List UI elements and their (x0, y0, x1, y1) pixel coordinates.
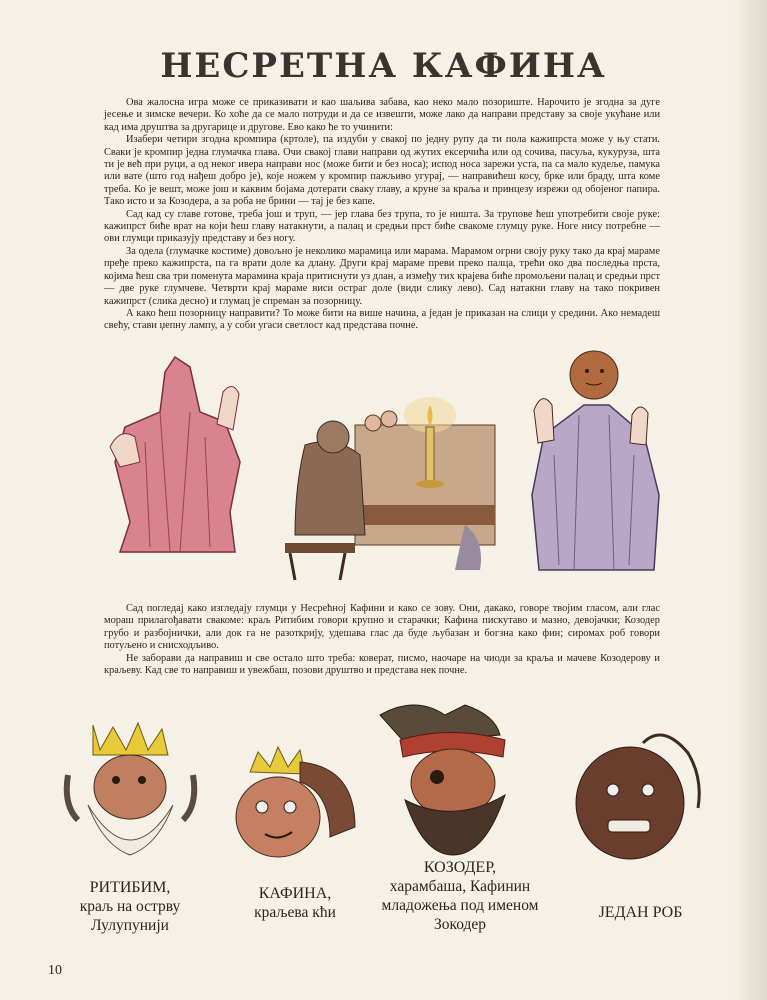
intro-paragraph: Сад кад су главе готове, треба још и труп, — јер глава без трупа, то је ништа. За трупове ћеш употребити своје руке: кажипрст биће врат на који ћеш главу натакнути, а палац и средњи прст биће свакоме глумцу руке. Ноге нису потребне — ови глумци приказују представу и без ногу. (104, 208, 660, 245)
king-ritibim-puppet (58, 705, 203, 870)
character-description: краљ на острву Лулупунији (79, 898, 181, 934)
caption-kozoder (380, 858, 540, 934)
mid-paragraph: Не заборави да направиш и све остало што треба: коверат, писмо, наочаре на чиоди за краља и мачеве Козодерову и краљеву. Кад све то направиш и увежбаш, позови друштво и представа нек почне. (104, 652, 660, 677)
kafina-puppet (220, 742, 365, 867)
character-name: КОЗОДЕР, (423, 859, 497, 876)
intro-paragraph: А како ћеш позорницу направити? То може бити на више начина, а један је приказан на слици у средини. Ако немадеш свећу, стави џепну лампу, а у соби угаси светлост кад представа почне. (104, 307, 660, 332)
character-description: краљева кћи (254, 904, 336, 921)
page-number: 10 (48, 963, 62, 978)
intro-paragraph: Ова жалосна игра може се приказивати и као шаљива забава, као неко мало позориште. Нарочито је згодна за дуге јесење и зимске вечери. Ко хоће да се мало потруди и да се извешти, може лако да направи представу за своје укућане или кад има друштва за другарице и другове. Ево како ће то учинити: (104, 97, 660, 133)
page-title: НЕСРЕТНА КАФИНА (160, 46, 607, 86)
caption-ritibim (60, 878, 200, 935)
character-name: ЈЕДАН РОБ (598, 904, 683, 921)
mid-paragraph: Сад погледај како изгледају глумци у Несрећној Кафини и како се зову. Они, дакако, говоре твојим гласом, али глас мораш прилагођавати свакоме: краљ Ритибим говори крупно и старачки; Кафина пискутаво и мазно, девојачки; Козодер грубо и разбојнички, али док га не разоткрију, удешава глас да буде љубазан и богзна како фин; сиромах роб говори потуљено и снисходљиво. (104, 603, 660, 652)
character-description: харамбаша, Кафинин младожења под именом Зокодер (381, 878, 539, 933)
character-name: КАФИНА, (258, 885, 332, 902)
intro-paragraph: Изабери четири згодна кромпира (кртоле), па издуби у свакој по једну рупу да ти пола кажипрста може у њу стати. Сваки је кромпир једна глумачка глава. Очи свакој глави направи од жутих ексерчића или од сочива, пасуља, кукуруза, шта ти је већ при руци, а од неког ивера направи нос (може бити и без носа); испод носа зарежи уста, па са мало кудеље, памука или вате (што год нађеш добро је), које ножем у кромпир пажљиво угурај, — направићеш косу, брке или браду, шта коме треба. Ко је вешт, може још и каквим бојама дотерати сваку главу, а круне за краља и принцезу изрежи од обојеног папира. Тако исто и за Козодера, а за роба не брини — тај је без капе. (104, 134, 660, 208)
caption-kafina (225, 884, 365, 922)
pink-cloth-hand-illustration (105, 352, 250, 557)
character-name: РИТИБИМ, (89, 879, 171, 896)
intro-paragraph: За одела (глумачке костиме) довољно је неколико марамица или марама. Марамом огрни своју руку тако да крај мараме пређе преко кажипрста, па га врати доле ка длану. Други крај мараме преви преко палца, трећи око два последња прста, којима ћеш сва три поменута марамина краја притиснути уз длан, а између тих крајева биће промољени палац и средњи прст — две руке глумчеве. Четврти крај мараме виси остраг доле (види слику лево). Сад натакни главу на тако покривен кажипрст (слика десно) и глумац је спреман за позорницу. (104, 245, 660, 307)
kozoder-puppet (375, 695, 535, 860)
caption-slave (568, 903, 713, 922)
slave-puppet (568, 728, 713, 868)
page-edge-shadow (733, 0, 767, 1000)
characters-intro-text (104, 603, 660, 677)
puppet-stage-illustration (265, 385, 505, 585)
finished-puppet-illustration (524, 345, 664, 575)
intro-text (104, 97, 660, 333)
